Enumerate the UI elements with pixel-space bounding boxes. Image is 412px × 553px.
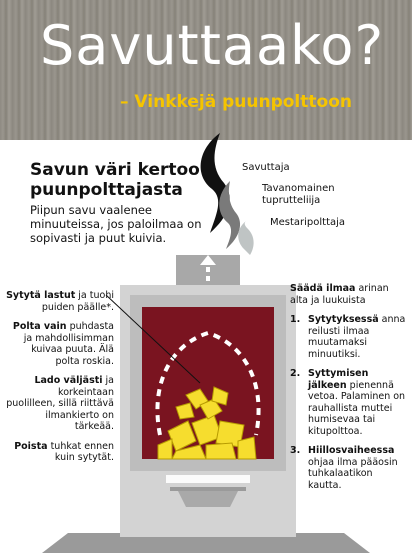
step-3: 3. Hiillosvaiheessa ohjaa ilma pääosin tuhkalaatikon kautta. — [290, 445, 398, 491]
tip-sytyta: Sytytä lastut ja tuohi puiden päälle*. — [6, 290, 114, 313]
label-tavanomainen: Tavanomainen — [262, 183, 335, 194]
page-title: Savuttaako? — [40, 14, 385, 77]
light-smoke-icon — [238, 221, 253, 255]
label-mestaripolttaja: Mestaripolttaja — [270, 217, 346, 228]
header-banner — [0, 0, 412, 140]
page-subtitle: – Vinkkejä puunpolttoon — [120, 92, 352, 112]
right-tips — [290, 283, 408, 499]
tip-polta: Polta vain puhdasta ja mahdollisimman kuivaa puuta. Älä polta roskia. — [12, 321, 114, 367]
smoke-plumes-illustration — [190, 125, 260, 255]
smoke-description: Piipun savu vaalenee minuuteissa, jos paloilmaa on sopivasti ja puut kuivia. — [30, 203, 202, 245]
step-1: 1. Sytytyksessä anna reilusti ilmaa muutamaksi minuutiksi. — [290, 314, 406, 360]
label-savuttaja: Savuttaja — [242, 162, 290, 173]
tip-poista: Poista tuhkat ennen kuin sytytät. — [14, 440, 114, 463]
grate-dashes — [166, 475, 250, 483]
ash-drawer — [178, 491, 238, 507]
step-2: 2. Syttymisen jälkeen pienennä vetoa. Palaminen on rauhallista muttei humisevaa tai kitupolttoa. — [290, 368, 406, 437]
tip-lado: Lado väljästi ja korkeintaan puolilleen, sillä riittävä ilmankierto on tärkeää. — [6, 375, 114, 432]
tip-saada-ilmaa: Säädä ilmaa arinan alta ja luukuista — [290, 283, 389, 306]
smoke-heading: Savun väri kertoo puunpolttajasta — [30, 160, 200, 200]
left-tips — [6, 290, 114, 472]
label-tuprutteliija: tuprutteliija — [262, 195, 321, 206]
